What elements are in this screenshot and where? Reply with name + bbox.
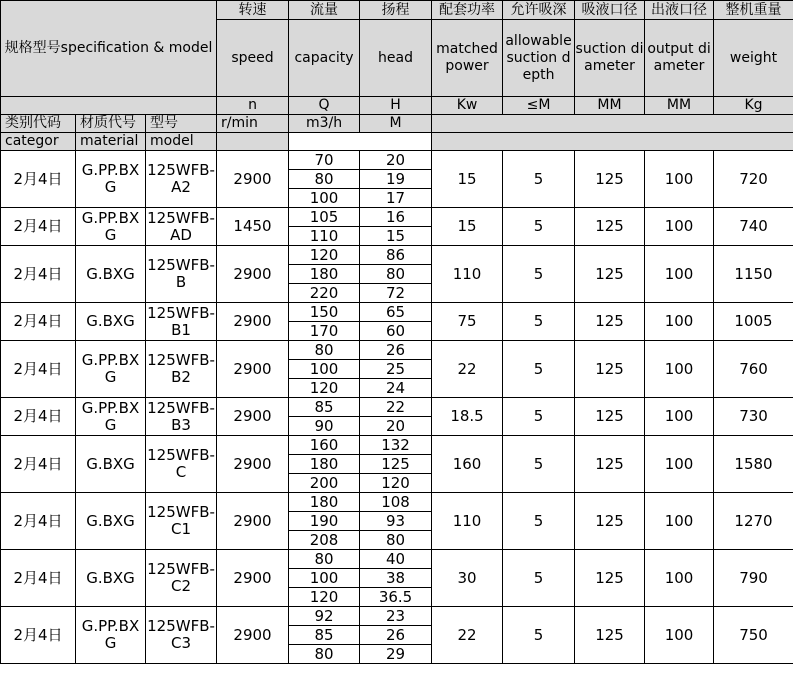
category-cell: 2月4日 <box>1 607 76 664</box>
model-cell: 125WFB-C1 <box>146 493 217 550</box>
head-cell: 25 <box>360 360 432 379</box>
sub-speed-unit: r/min <box>217 115 289 133</box>
material-cell: G.PP.BXG <box>76 607 146 664</box>
col-suction-en: allowable suction depth <box>503 20 575 97</box>
sub-category-en: categor <box>1 133 76 151</box>
head-cell: 72 <box>360 284 432 303</box>
model-cell: 125WFB-C <box>146 436 217 493</box>
suction-diameter-cell: 125 <box>575 151 645 208</box>
material-cell: G.PP.BXG <box>76 341 146 398</box>
table-row <box>1 607 793 626</box>
suction-diameter-cell: 125 <box>575 208 645 246</box>
col-suction-cn: 允许吸深 <box>503 1 575 20</box>
capacity-cell: 120 <box>289 246 360 265</box>
head-cell: 86 <box>360 246 432 265</box>
category-cell: 2月4日 <box>1 436 76 493</box>
capacity-cell: 190 <box>289 512 360 531</box>
model-cell: 125WFB-B2 <box>146 341 217 398</box>
material-cell: G.BXG <box>76 550 146 607</box>
sub-en-spacer <box>432 133 793 151</box>
col-weight-unit: Kg <box>714 97 793 115</box>
head-cell: 60 <box>360 322 432 341</box>
capacity-cell: 150 <box>289 303 360 322</box>
category-cell: 2月4日 <box>1 151 76 208</box>
col-sdia-unit: MM <box>575 97 645 115</box>
col-capacity-en: capacity <box>289 20 360 97</box>
col-power-unit: Kw <box>432 97 503 115</box>
col-weight-en: weight <box>714 20 793 97</box>
speed-cell: 2900 <box>217 303 289 341</box>
suction-diameter-cell: 125 <box>575 607 645 664</box>
table-row <box>1 550 793 569</box>
output-diameter-cell: 100 <box>645 341 714 398</box>
category-cell: 2月4日 <box>1 208 76 246</box>
head-cell: 20 <box>360 151 432 170</box>
capacity-cell: 120 <box>289 379 360 398</box>
head-cell: 40 <box>360 550 432 569</box>
capacity-cell: 100 <box>289 189 360 208</box>
head-cell: 36.5 <box>360 588 432 607</box>
suction-depth-cell: 5 <box>503 436 575 493</box>
capacity-cell: 100 <box>289 360 360 379</box>
power-cell: 160 <box>432 436 503 493</box>
sub-category-cn: 类别代码 <box>1 115 76 133</box>
power-cell: 30 <box>432 550 503 607</box>
speed-cell: 2900 <box>217 493 289 550</box>
material-cell: G.BXG <box>76 246 146 303</box>
power-cell: 15 <box>432 208 503 246</box>
output-diameter-cell: 100 <box>645 246 714 303</box>
capacity-cell: 180 <box>289 265 360 284</box>
model-cell: 125WFB-C2 <box>146 550 217 607</box>
output-diameter-cell: 100 <box>645 493 714 550</box>
sub-model-en: model <box>146 133 217 151</box>
sub-head-unit: M <box>360 115 432 133</box>
spec-model-header: 规格型号specification & model <box>1 1 217 97</box>
head-cell: 22 <box>360 398 432 417</box>
output-diameter-cell: 100 <box>645 151 714 208</box>
speed-cell: 2900 <box>217 607 289 664</box>
speed-cell: 2900 <box>217 151 289 208</box>
capacity-cell: 110 <box>289 227 360 246</box>
head-cell: 19 <box>360 170 432 189</box>
sub-capacity-unit: m3/h <box>289 115 360 133</box>
head-cell: 16 <box>360 208 432 227</box>
category-cell: 2月4日 <box>1 341 76 398</box>
table-row <box>1 151 793 170</box>
weight-cell: 790 <box>714 550 793 607</box>
output-diameter-cell: 100 <box>645 550 714 607</box>
suction-depth-cell: 5 <box>503 341 575 398</box>
speed-cell: 2900 <box>217 436 289 493</box>
suction-depth-cell: 5 <box>503 493 575 550</box>
table-row <box>1 246 793 265</box>
speed-cell: 2900 <box>217 246 289 303</box>
power-cell: 110 <box>432 493 503 550</box>
capacity-cell: 85 <box>289 398 360 417</box>
suction-depth-cell: 5 <box>503 246 575 303</box>
sub-en-blank <box>289 133 432 151</box>
col-capacity-unit: Q <box>289 97 360 115</box>
category-cell: 2月4日 <box>1 550 76 607</box>
table-row <box>1 303 793 322</box>
weight-cell: 1150 <box>714 246 793 303</box>
model-cell: 125WFB-AD <box>147 208 215 244</box>
sub-material-en: material <box>76 133 146 151</box>
suction-diameter-cell: 125 <box>575 550 645 607</box>
suction-depth-cell: 5 <box>503 303 575 341</box>
head-cell: 80 <box>360 531 432 550</box>
col-odia-cn: 出液口径 <box>645 1 714 20</box>
sub-unit-spacer <box>432 115 793 133</box>
weight-cell: 1005 <box>714 303 793 341</box>
power-cell: 22 <box>432 607 503 664</box>
head-cell: 80 <box>360 265 432 284</box>
weight-cell: 740 <box>714 208 793 246</box>
power-cell: 18.5 <box>432 398 503 436</box>
power-cell: 15 <box>432 151 503 208</box>
head-cell: 65 <box>360 303 432 322</box>
suction-depth-cell: 5 <box>503 208 575 246</box>
head-cell: 24 <box>360 379 432 398</box>
capacity-cell: 120 <box>289 588 360 607</box>
material-cell: G.PP.BXG <box>76 151 146 208</box>
model-cell: 125WFB-A2 <box>146 151 217 208</box>
col-speed-unit: n <box>217 97 289 115</box>
col-head-cn: 扬程 <box>360 1 432 20</box>
head-cell: 15 <box>360 227 432 246</box>
head-cell: 93 <box>360 512 432 531</box>
capacity-cell: 85 <box>289 626 360 645</box>
capacity-cell: 90 <box>289 417 360 436</box>
suction-diameter-cell: 125 <box>575 436 645 493</box>
weight-cell: 750 <box>714 607 793 664</box>
col-weight-cn: 整机重量 <box>714 1 793 20</box>
suction-diameter-cell: 125 <box>575 246 645 303</box>
weight-cell: 1580 <box>714 436 793 493</box>
output-diameter-cell: 100 <box>645 607 714 664</box>
speed-cell: 2900 <box>217 550 289 607</box>
head-cell: 38 <box>360 569 432 588</box>
col-odia-unit: MM <box>645 97 714 115</box>
capacity-cell: 70 <box>289 151 360 170</box>
col-speed-cn: 转速 <box>217 1 289 20</box>
category-cell: 2月4日 <box>1 493 76 550</box>
capacity-cell: 220 <box>289 284 360 303</box>
capacity-cell: 80 <box>289 645 360 664</box>
table-row <box>1 208 793 227</box>
suction-diameter-cell: 125 <box>575 341 645 398</box>
capacity-cell: 105 <box>289 208 360 227</box>
col-power-cn: 配套功率 <box>432 1 503 20</box>
material-cell: G.BXG <box>76 493 146 550</box>
suction-depth-cell: 5 <box>503 151 575 208</box>
col-head-en: head <box>360 20 432 97</box>
capacity-cell: 200 <box>289 474 360 493</box>
capacity-cell: 92 <box>289 607 360 626</box>
weight-cell: 1270 <box>714 493 793 550</box>
head-cell: 17 <box>360 189 432 208</box>
capacity-cell: 180 <box>289 455 360 474</box>
capacity-cell: 208 <box>289 531 360 550</box>
category-cell: 2月4日 <box>1 303 76 341</box>
power-cell: 22 <box>432 341 503 398</box>
head-cell: 23 <box>360 607 432 626</box>
suction-depth-cell: 5 <box>503 550 575 607</box>
speed-cell: 2900 <box>217 398 289 436</box>
table-row <box>1 436 793 455</box>
capacity-cell: 160 <box>289 436 360 455</box>
material-cell: G.PP.BXG <box>76 208 146 246</box>
col-suction-unit: ≤M <box>503 97 575 115</box>
head-cell: 120 <box>360 474 432 493</box>
capacity-cell: 80 <box>289 550 360 569</box>
suction-diameter-cell: 125 <box>575 493 645 550</box>
material-cell: G.BXG <box>76 436 146 493</box>
capacity-cell: 180 <box>289 493 360 512</box>
sub-en-spacer-speed <box>217 133 289 151</box>
head-cell: 29 <box>360 645 432 664</box>
head-cell: 26 <box>360 626 432 645</box>
weight-cell: 720 <box>714 151 793 208</box>
col-odia-en: output diameter <box>645 20 714 97</box>
capacity-cell: 100 <box>289 569 360 588</box>
head-cell: 125 <box>360 455 432 474</box>
table-row <box>1 341 793 360</box>
output-diameter-cell: 100 <box>645 303 714 341</box>
material-cell: G.BXG <box>76 303 146 341</box>
col-head-unit: H <box>360 97 432 115</box>
output-diameter-cell: 100 <box>645 208 714 246</box>
col-speed-en: speed <box>217 20 289 97</box>
output-diameter-cell: 100 <box>645 398 714 436</box>
model-cell: 125WFB-B <box>146 246 217 303</box>
col-sdia-cn: 吸液口径 <box>575 1 645 20</box>
speed-cell: 1450 <box>217 208 289 246</box>
unit-spacer <box>1 97 217 115</box>
material-cell: G.PP.BXG <box>76 398 146 436</box>
weight-cell: 730 <box>714 398 793 436</box>
category-cell: 2月4日 <box>1 246 76 303</box>
head-cell: 108 <box>360 493 432 512</box>
category-cell: 2月4日 <box>1 398 76 436</box>
head-cell: 26 <box>360 341 432 360</box>
col-capacity-cn: 流量 <box>289 1 360 20</box>
speed-cell: 2900 <box>217 341 289 398</box>
capacity-cell: 170 <box>289 322 360 341</box>
table-row <box>1 398 793 417</box>
power-cell: 110 <box>432 246 503 303</box>
suction-depth-cell: 5 <box>503 607 575 664</box>
col-power-en: matched power <box>432 20 503 97</box>
power-cell: 75 <box>432 303 503 341</box>
sub-material-cn: 材质代号 <box>76 115 146 133</box>
weight-cell: 760 <box>714 341 793 398</box>
capacity-cell: 80 <box>289 170 360 189</box>
suction-depth-cell: 5 <box>503 398 575 436</box>
suction-diameter-cell: 125 <box>575 398 645 436</box>
head-cell: 132 <box>360 436 432 455</box>
table-row <box>1 493 793 512</box>
model-cell: 125WFB-C3 <box>146 607 217 664</box>
sub-model-cn: 型号 <box>146 115 217 133</box>
model-cell: 125WFB-B3 <box>147 398 215 434</box>
suction-diameter-cell: 125 <box>575 303 645 341</box>
output-diameter-cell: 100 <box>645 436 714 493</box>
model-cell: 125WFB-B1 <box>147 303 215 339</box>
capacity-cell: 80 <box>289 341 360 360</box>
col-sdia-en: suction diameter <box>575 20 645 97</box>
head-cell: 20 <box>360 417 432 436</box>
